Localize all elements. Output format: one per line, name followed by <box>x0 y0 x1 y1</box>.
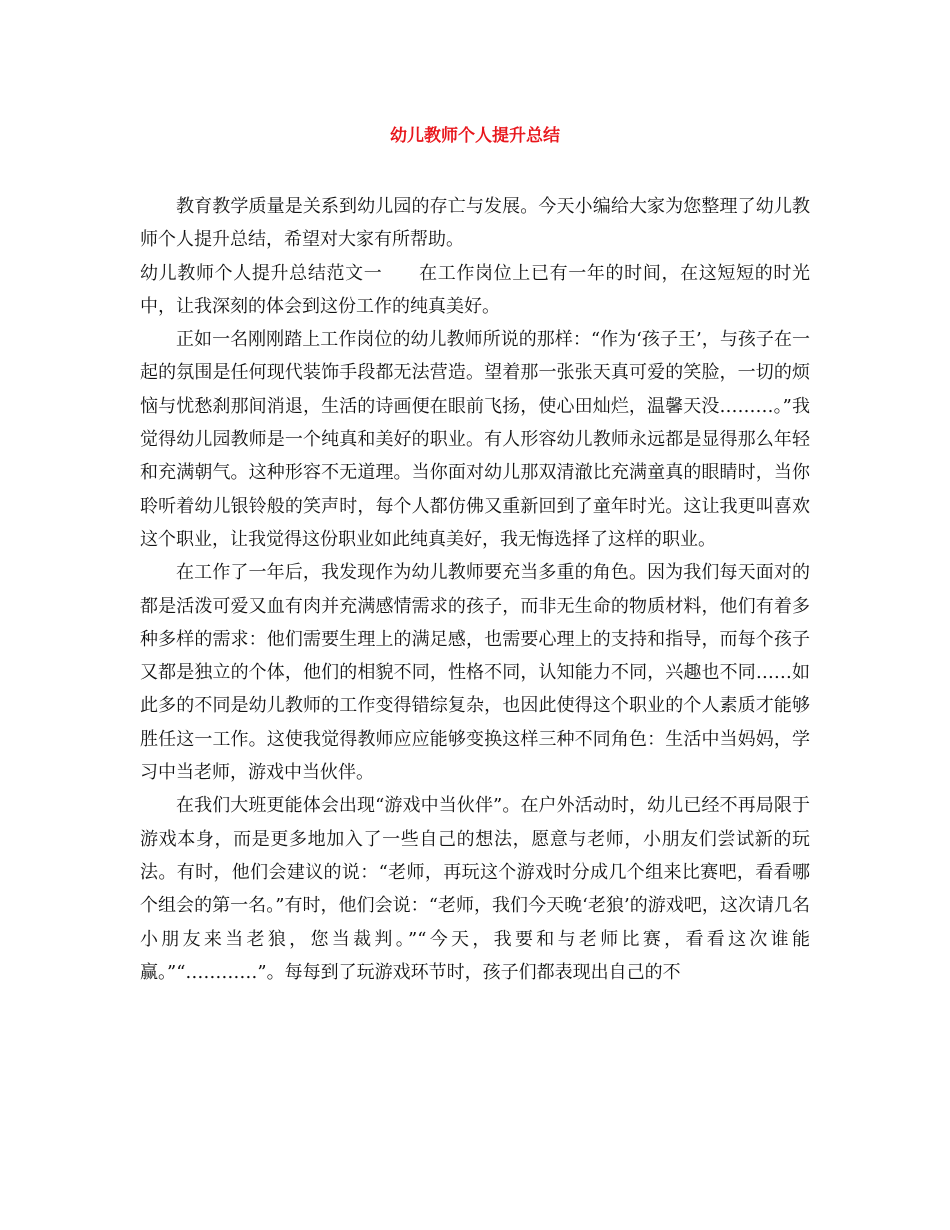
document-title: 幼儿教师个人提升总结 <box>390 126 560 146</box>
section-heading: 幼儿教师个人提升总结范文一 <box>140 262 383 284</box>
body-paragraph: 在我们大班更能体会出现“游戏中当伙伴”。在户外活动时，幼儿已经不再局限于游戏本身，而是更多地加入了一些自己的想法，愿意与老师，小朋友们尝试新的玩法。有时，他们会建议的说：“老师，再玩这个游戏时分成几个组来比赛吧，看看哪个组会的第一名。”有时，他们会说：“老师，我们今天晚‘老狼’的游戏吧，这次请几名小朋友来当老狼，您当裁判。”“今天，我要和与老师比赛，看看这次谁能赢。”“…………”。每每到了玩游戏环节时，孩子们都表现出自己的不 <box>140 795 810 983</box>
document-body <box>140 190 810 989</box>
section-first-text: 在工作岗位上已有一年的时间，在这短短的时光中，让我深刻的体会到这份工作的纯真美好。 <box>140 262 811 317</box>
body-paragraph: 正如一名刚刚踏上工作岗位的幼儿教师所说的那样：“作为‘孩子王’，与孩子在一起的氛围是任何现代装饰手段都无法营造。望着那一张张天真可爱的笑脸，一切的烦恼与忧愁刹那间消退，生活的诗画便在眼前飞扬，使心田灿烂，温馨天没………。”我觉得幼儿园教师是一个纯真和美好的职业。有人形容幼儿教师永远都是显得那么年轻和充满朝气。这种形容不无道理。当你面对幼儿那双清澈比充满童真的眼睛时，当你聆听着幼儿银铃般的笑声时，每个人都仿佛又重新回到了童年时光。这让我更叫喜欢这个职业，让我觉得这份职业如此纯真美好，我无悔选择了这样的职业。 <box>140 329 810 550</box>
section-paragraph <box>140 257 810 324</box>
intro-paragraph: 教育教学质量是关系到幼儿园的存亡与发展。今天小编给大家为您整理了幼儿教师个人提升总结，希望对大家有所帮助。 <box>140 196 810 251</box>
body-paragraph: 在工作了一年后，我发现作为幼儿教师要充当多重的角色。因为我们每天面对的都是活泼可爱又血有肉并充满感情需求的孩子，而非无生命的物质材料，他们有着多种多样的需求：他们需要生理上的满足感，也需要心理上的支持和指导，而每个孩子又都是独立的个体，他们的相貌不同，性格不同，认知能力不同，兴趣也不同……如此多的不同是幼儿教师的工作变得错综复杂，也因此使得这个职业的个人素质才能够胜任这一工作。这使我觉得教师应应能够变换这样三种不同角色：生活中当妈妈，学习中当老师，游戏中当伙伴。 <box>140 562 810 784</box>
